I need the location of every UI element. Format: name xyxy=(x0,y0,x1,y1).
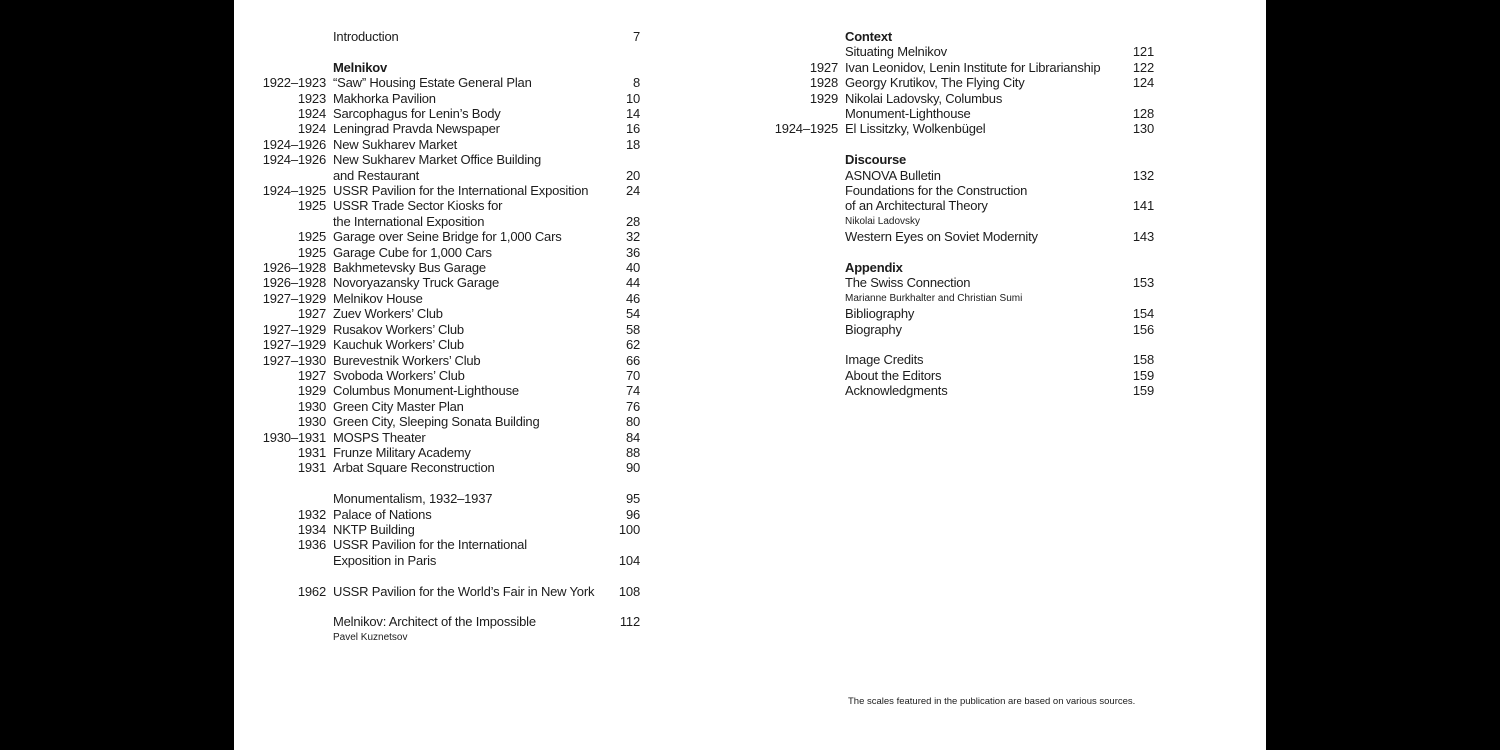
entry-year: 1936 xyxy=(297,537,326,553)
entry-page-number: 32 xyxy=(625,229,640,245)
entry-page-number: 58 xyxy=(625,321,640,337)
toc-entry xyxy=(234,491,640,506)
toc-entry xyxy=(234,507,640,522)
entry-page-number: 24 xyxy=(625,183,640,199)
entry-year: 1927–1929 xyxy=(262,321,326,337)
toc-entry xyxy=(234,522,640,537)
entry-title: Exposition in Paris xyxy=(333,552,437,568)
entry-page-number: 54 xyxy=(625,306,640,322)
entry-year: 1922–1923 xyxy=(262,75,326,91)
entry-title: “Saw” Housing Estate General Plan xyxy=(333,75,532,91)
entry-page-number: 84 xyxy=(625,429,640,445)
entry-title: Melnikov: Architect of the Impossible xyxy=(333,614,536,630)
entry-page-number: 76 xyxy=(625,398,640,414)
entry-page-number: 8 xyxy=(632,75,640,91)
entry-title: NKTP Building xyxy=(333,521,415,537)
toc-entry xyxy=(234,445,640,460)
entry-year: 1931 xyxy=(297,460,326,476)
entry-page-number: 141 xyxy=(1132,198,1154,214)
entry-page-number: 96 xyxy=(625,506,640,522)
spacer-row xyxy=(746,337,1154,352)
entry-page-number: 90 xyxy=(625,460,640,476)
entry-page-number: 154 xyxy=(1132,306,1154,322)
author-credit xyxy=(234,630,640,645)
entry-page-number: 143 xyxy=(1132,229,1154,245)
toc-entry xyxy=(746,75,1154,90)
entry-page-number: 40 xyxy=(625,260,640,276)
entry-page-number: 36 xyxy=(625,244,640,260)
toc-entry xyxy=(746,368,1154,383)
entry-title: El Lissitzky, Wolkenbügel xyxy=(845,121,986,137)
entry-page-number: 46 xyxy=(625,290,640,306)
entry-year: 1924 xyxy=(297,106,326,122)
entry-title: Leningrad Pravda Newspaper xyxy=(333,121,500,137)
entry-title: Marianne Burkhalter and Christian Sumi xyxy=(845,292,1023,304)
entry-title: Zuev Workers’ Club xyxy=(333,306,443,322)
toc-entry xyxy=(234,229,640,244)
entry-title: Introduction xyxy=(333,29,399,44)
entry-title: Green City, Sleeping Sonata Building xyxy=(333,414,540,430)
toc-entry xyxy=(234,291,640,306)
toc-entry xyxy=(234,75,640,90)
entry-page-number: 14 xyxy=(625,106,640,122)
entry-title: Appendix xyxy=(845,260,903,276)
entry-title: Melnikov xyxy=(333,59,388,75)
toc-entry xyxy=(234,183,640,198)
entry-title: Foundations for the Construction xyxy=(845,183,1028,199)
toc-entry xyxy=(234,152,640,167)
entry-title: the International Exposition xyxy=(333,213,485,229)
entry-page-number: 44 xyxy=(625,275,640,291)
toc-entry xyxy=(746,60,1154,75)
entry-title: ASNOVA Bulletin xyxy=(845,167,941,183)
entry-year: 1925 xyxy=(297,198,326,214)
book-page xyxy=(234,0,1266,750)
entry-title: USSR Pavilion for the International Exposition xyxy=(333,183,589,199)
author-credit xyxy=(746,214,1154,229)
entry-title: Biography xyxy=(845,321,902,337)
entry-year: 1925 xyxy=(297,244,326,260)
toc-entry xyxy=(746,383,1154,398)
toc-entry xyxy=(234,306,640,321)
toc-entry xyxy=(234,353,640,368)
entry-year: 1924–1925 xyxy=(774,121,838,137)
toc-entry xyxy=(234,614,640,629)
entry-page-number: 28 xyxy=(625,213,640,229)
toc-entry xyxy=(234,399,640,414)
section-heading xyxy=(234,60,640,75)
toc-column-right xyxy=(746,29,1154,399)
entry-page-number: 88 xyxy=(625,444,640,460)
entry-year: 1927–1930 xyxy=(262,352,326,368)
entry-year: 1924–1926 xyxy=(262,152,326,168)
footer-note: The scales featured in the publication are based on various sources. xyxy=(848,696,1136,707)
entry-year: 1929 xyxy=(297,383,326,399)
entry-title: USSR Pavilion for the World’s Fair in New York xyxy=(333,583,595,599)
entry-page-number: 66 xyxy=(625,352,640,368)
entry-title: New Sukharev Market Office Building xyxy=(333,152,542,168)
toc-entry xyxy=(746,229,1154,244)
entry-title: Melnikov House xyxy=(333,290,423,306)
entry-page-number: 16 xyxy=(625,121,640,137)
entry-title: Acknowledgments xyxy=(845,383,948,399)
entry-page-number: 62 xyxy=(625,337,640,353)
entry-year: 1928 xyxy=(809,75,838,91)
entry-title: Svoboda Workers’ Club xyxy=(333,367,465,383)
entry-page-number: 70 xyxy=(625,367,640,383)
entry-year: 1927–1929 xyxy=(262,337,326,353)
entry-year: 1926–1928 xyxy=(262,275,326,291)
entry-year: 1927–1929 xyxy=(262,290,326,306)
entry-page-number: 108 xyxy=(618,583,640,599)
entry-year: 1924–1925 xyxy=(262,183,326,199)
toc-entry xyxy=(234,168,640,183)
toc-entry xyxy=(746,275,1154,290)
section-heading xyxy=(746,260,1154,275)
section-heading xyxy=(746,29,1154,44)
toc-entry xyxy=(234,29,640,44)
entry-page-number: 100 xyxy=(618,521,640,537)
entry-year: 1927 xyxy=(297,306,326,322)
background-panel-left xyxy=(0,0,234,750)
toc-entry xyxy=(234,214,640,229)
entry-page-number: 18 xyxy=(625,136,640,152)
entry-page-number: 104 xyxy=(618,552,640,568)
entry-title: Palace of Nations xyxy=(333,506,432,522)
entry-year: 1931 xyxy=(297,444,326,460)
entry-title: USSR Pavilion for the International xyxy=(333,537,527,553)
toc-entry xyxy=(234,106,640,121)
entry-page-number: 20 xyxy=(625,167,640,183)
entry-page-number: 74 xyxy=(625,383,640,399)
entry-title: Context xyxy=(845,29,892,44)
entry-page-number: 158 xyxy=(1132,352,1154,368)
author-credit xyxy=(746,291,1154,306)
spacer-row xyxy=(746,137,1154,152)
entry-page-number: 159 xyxy=(1132,367,1154,383)
toc-entry xyxy=(234,460,640,475)
entry-title: Monumentalism, 1932–1937 xyxy=(333,491,493,507)
section-heading xyxy=(746,152,1154,167)
entry-title: New Sukharev Market xyxy=(333,136,458,152)
entry-page-number: 121 xyxy=(1132,44,1154,60)
toc-entry xyxy=(746,91,1154,106)
entry-year: 1927 xyxy=(297,367,326,383)
entry-page-number: 130 xyxy=(1132,121,1154,137)
toc-entry xyxy=(234,275,640,290)
entry-title: Makhorka Pavilion xyxy=(333,90,436,106)
spacer-row xyxy=(746,245,1154,260)
spacer-row xyxy=(234,44,640,59)
toc-entry xyxy=(234,368,640,383)
toc-entry xyxy=(234,383,640,398)
entry-title: Nikolai Ladovsky, Columbus xyxy=(845,90,1003,106)
entry-page-number: 153 xyxy=(1132,275,1154,291)
entry-page-number: 132 xyxy=(1132,167,1154,183)
entry-page-number: 95 xyxy=(625,491,640,507)
entry-year: 1926–1928 xyxy=(262,260,326,276)
entry-page-number: 124 xyxy=(1132,75,1154,91)
toc-entry xyxy=(746,44,1154,59)
toc-entry xyxy=(234,91,640,106)
toc-entry xyxy=(746,352,1154,367)
toc-entry xyxy=(746,168,1154,183)
toc-entry xyxy=(746,121,1154,136)
entry-year: 1923 xyxy=(297,90,326,106)
toc-entry xyxy=(746,306,1154,321)
entry-title: Nikolai Ladovsky xyxy=(845,215,921,227)
entry-title: The Swiss Connection xyxy=(845,275,971,291)
entry-page-number: 128 xyxy=(1132,106,1154,122)
toc-entry xyxy=(746,183,1154,198)
toc-entry xyxy=(234,337,640,352)
toc-entry xyxy=(234,537,640,552)
entry-title: Pavel Kuznetsov xyxy=(333,631,408,643)
entry-title: Georgy Krutikov, The Flying City xyxy=(845,75,1025,91)
entry-year: 1924 xyxy=(297,121,326,137)
entry-title: Burevestnik Workers’ Club xyxy=(333,352,481,368)
toc-entry xyxy=(746,198,1154,213)
entry-page-number: 7 xyxy=(632,29,640,44)
entry-year: 1932 xyxy=(297,506,326,522)
entry-year: 1927 xyxy=(809,59,838,75)
entry-title: About the Editors xyxy=(845,367,942,383)
entry-title: Discourse xyxy=(845,152,907,168)
entry-title: Garage Cube for 1,000 Cars xyxy=(333,244,492,260)
toc-entry xyxy=(234,245,640,260)
entry-title: Rusakov Workers’ Club xyxy=(333,321,464,337)
entry-page-number: 159 xyxy=(1132,383,1154,399)
entry-page-number: 122 xyxy=(1132,59,1154,75)
entry-page-number: 156 xyxy=(1132,321,1154,337)
toc-entry xyxy=(234,584,640,599)
entry-year: 1962 xyxy=(297,583,326,599)
entry-year: 1930 xyxy=(297,398,326,414)
toc-column-left xyxy=(234,29,640,645)
entry-title: Novoryazansky Truck Garage xyxy=(333,275,500,291)
toc-entry xyxy=(746,322,1154,337)
entry-title: Monument-Lighthouse xyxy=(845,106,971,122)
entry-year: 1930 xyxy=(297,414,326,430)
entry-title: Kauchuk Workers’ Club xyxy=(333,337,464,353)
entry-title: Sarcophagus for Lenin’s Body xyxy=(333,106,501,122)
toc-entry xyxy=(234,121,640,136)
entry-page-number: 80 xyxy=(625,414,640,430)
toc-entry xyxy=(234,414,640,429)
entry-title: USSR Trade Sector Kiosks for xyxy=(333,198,503,214)
toc-entry xyxy=(234,430,640,445)
toc-entry xyxy=(234,322,640,337)
toc-entry xyxy=(234,198,640,213)
entry-title: Bakhmetevsky Bus Garage xyxy=(333,260,486,276)
entry-year: 1930–1931 xyxy=(262,429,326,445)
entry-title: and Restaurant xyxy=(333,167,420,183)
toc-entry xyxy=(234,553,640,568)
spacer-row xyxy=(234,568,640,583)
entry-title: Western Eyes on Soviet Modernity xyxy=(845,229,1038,245)
entry-title: Bibliography xyxy=(845,306,915,322)
entry-title: Image Credits xyxy=(845,352,924,368)
toc-entry xyxy=(746,106,1154,121)
entry-title: Frunze Military Academy xyxy=(333,444,471,460)
entry-year: 1925 xyxy=(297,229,326,245)
spacer-row xyxy=(234,476,640,491)
background-panel-right xyxy=(1266,0,1500,750)
toc-entry xyxy=(234,137,640,152)
entry-page-number: 112 xyxy=(619,614,640,630)
entry-year: 1934 xyxy=(297,521,326,537)
entry-title: Garage over Seine Bridge for 1,000 Cars xyxy=(333,229,562,245)
entry-title: Green City Master Plan xyxy=(333,398,464,414)
toc-entry xyxy=(234,260,640,275)
spacer-row xyxy=(234,599,640,614)
entry-title: Arbat Square Reconstruction xyxy=(333,460,495,476)
entry-title: Situating Melnikov xyxy=(845,44,947,60)
entry-title: of an Architectural Theory xyxy=(845,198,988,214)
entry-title: Ivan Leonidov, Lenin Institute for Librarianship xyxy=(845,59,1101,75)
entry-title: MOSPS Theater xyxy=(333,429,426,445)
entry-year: 1924–1926 xyxy=(262,136,326,152)
entry-year: 1929 xyxy=(809,90,838,106)
entry-title: Columbus Monument-Lighthouse xyxy=(333,383,519,399)
entry-page-number: 10 xyxy=(625,90,640,106)
